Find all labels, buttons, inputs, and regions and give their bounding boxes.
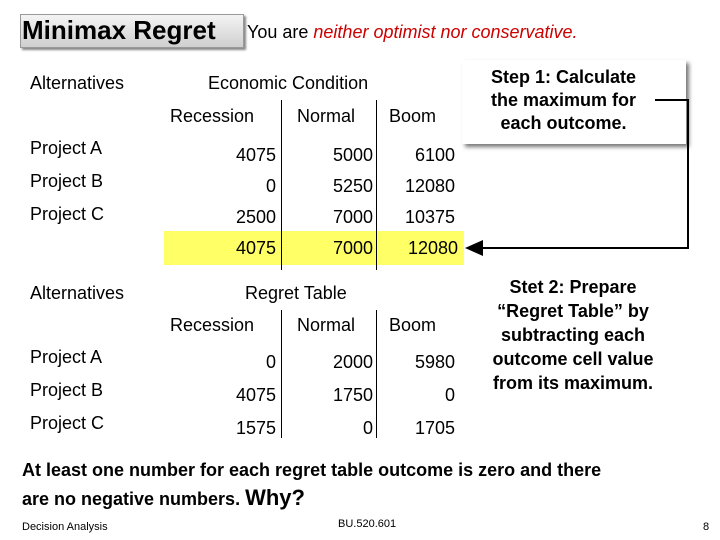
bottom-line-1: At least one number for each regret table outcome is zero and there: [22, 460, 602, 480]
connector-top: [655, 99, 689, 101]
footer-page-number: 8: [703, 521, 710, 533]
max-value-normal: 7000: [332, 238, 373, 258]
regret-col-normal: Normal: [297, 315, 356, 335]
payoff-cell: 10375: [404, 207, 455, 227]
step2-text: Stet 2: Prepare “Regret Table” by subtracting each outcome cell value from its maximum.: [492, 277, 654, 393]
step1-text: Step 1: Calculate the maximum for each outcome.: [490, 67, 637, 133]
regret-cell: 1575: [235, 418, 276, 438]
connector-bottom: [480, 247, 689, 249]
regret-table-label: Regret Table: [245, 283, 347, 303]
regret-col-boom: Boom: [389, 315, 437, 335]
arrow-head-icon: [465, 240, 483, 256]
regret-cell: 5980: [414, 352, 455, 372]
regret-cell: 2000: [332, 352, 373, 372]
max-divider-2: [376, 231, 377, 265]
slide-title: Minimax Regret: [22, 15, 216, 45]
why-question: Why?: [245, 485, 305, 510]
payoff-row-label-b: Project B: [30, 171, 104, 191]
subtitle-emphasis: neither optimist nor conservative.: [313, 22, 578, 42]
payoff-cell: 12080: [404, 176, 455, 196]
max-value-recession: 4075: [235, 238, 276, 258]
payoff-alternatives-label: Alternatives: [30, 73, 125, 93]
payoff-row-label-c: Project C: [30, 204, 105, 224]
payoff-cell: 6100: [414, 145, 455, 165]
slide-subtitle: [247, 22, 578, 43]
step1-callout: [462, 60, 686, 144]
payoff-col-recession: Recession: [170, 106, 255, 126]
footer-code: BU.520.601: [338, 518, 397, 530]
regret-divider-2: [376, 310, 377, 438]
payoff-cell: 4075: [235, 145, 276, 165]
payoff-col-boom: Boom: [389, 106, 437, 126]
payoff-cell: 2500: [235, 207, 276, 227]
connector-right: [687, 99, 689, 249]
payoff-condition-label: Economic Condition: [208, 73, 369, 93]
regret-row-label-a: Project A: [30, 347, 103, 367]
regret-cell: 0: [444, 385, 455, 405]
payoff-row-label-a: Project A: [30, 138, 103, 158]
payoff-cell: 0: [265, 176, 276, 196]
payoff-cell: 7000: [332, 207, 373, 227]
regret-cell: 1705: [414, 418, 455, 438]
regret-col-recession: Recession: [170, 315, 255, 335]
payoff-col-normal: Normal: [297, 106, 356, 126]
bottom-line-2: [22, 484, 601, 513]
regret-alternatives-label: Alternatives: [30, 283, 125, 303]
regret-cell: 0: [362, 418, 373, 438]
regret-row-label-b: Project B: [30, 380, 104, 400]
max-divider-1: [281, 231, 282, 265]
regret-cell: 1750: [332, 385, 373, 405]
regret-cell: 4075: [235, 385, 276, 405]
regret-divider-1: [281, 310, 282, 438]
max-value-boom: 12080: [407, 238, 458, 258]
payoff-cell: 5250: [332, 176, 373, 196]
footer-course: Decision Analysis: [22, 521, 108, 533]
regret-cell: 0: [265, 352, 276, 372]
bottom-line-2-text: are no negative numbers.: [22, 489, 241, 509]
payoff-cell: 5000: [332, 145, 373, 165]
bottom-note: [22, 456, 601, 513]
regret-row-label-c: Project C: [30, 413, 105, 433]
subtitle-prefix: You are: [247, 22, 314, 42]
